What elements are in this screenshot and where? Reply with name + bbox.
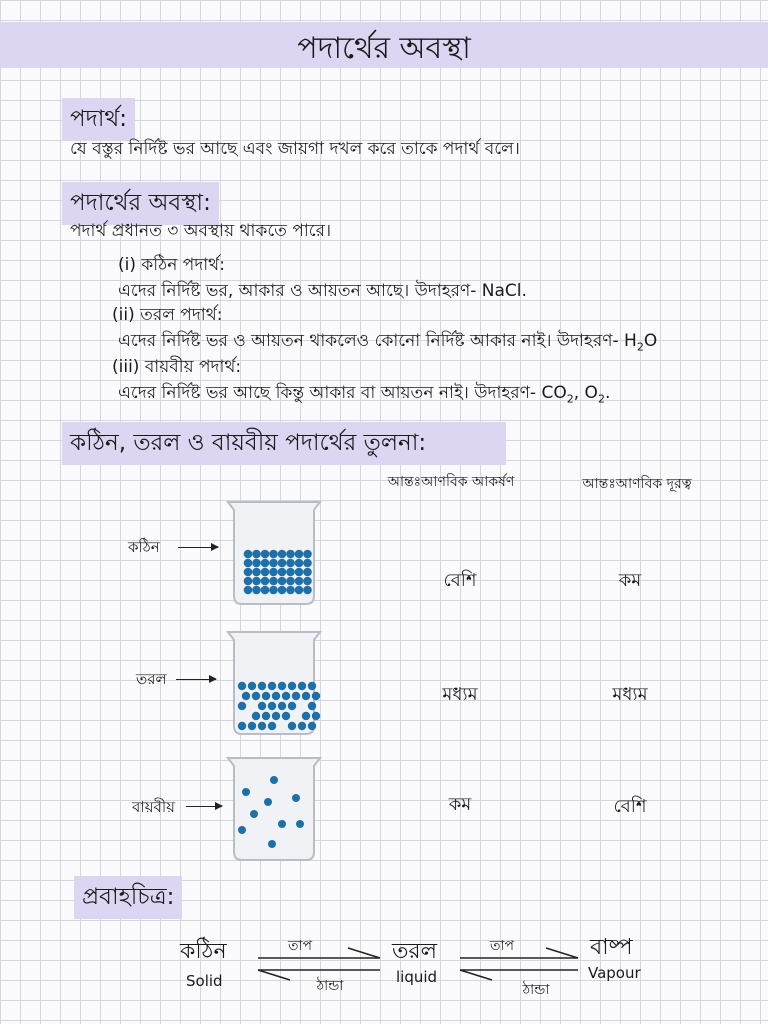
cell-gas-attraction: কম [448,794,472,815]
heading-flowchart: প্রবাহচিত্র: [74,876,182,919]
state-gas-text: এদের নির্দিষ্ট ভর আছে কিন্তু আকার বা আয়তন নাই। উদাহরণ- $CO_2$, $O_2$. [118,383,611,406]
heading-states: পদার্থের অবস্থা: [62,182,219,225]
row-label-gas: বায়বীয় [132,798,176,816]
arrow-solid-icon [178,547,218,548]
cell-solid-distance: কম [618,570,642,591]
state-liquid-text: এদের নির্দিষ্ট ভর ও আয়তন থাকলেও কোনো নির্দিষ্ট আকার নাই। উদাহরণ- $H_2O$ [118,331,658,354]
flow-vapour-bn: বাষ্প [590,935,633,960]
beaker-gas-icon [222,752,326,864]
cell-liquid-attraction: মধ্যম [442,684,478,705]
state-liquid-title: (ii) তরল পদার্থ: [112,305,223,325]
cell-solid-attraction: বেশি [443,570,477,591]
flow-liquid-bn: তরল [392,939,438,964]
col-attraction: আন্তঃআণবিক আকর্ষণ [387,474,515,490]
row-label-liquid: তরল [136,670,167,688]
flow-cold-2: ঠান্ডা [522,982,550,998]
flow-solid-en: Solid [186,972,223,990]
flow-heat-1: তাপ [287,938,313,954]
arrow-gas-icon [186,806,222,807]
col-distance: আন্তঃআণবিক দূরত্ব [582,476,692,492]
matter-definition: যে বস্তুর নির্দিষ্ট ভর আছে এবং জায়গা দখল করে তাকে পদার্থ বলে। [70,139,520,159]
cell-gas-distance: বেশি [613,796,647,817]
cell-liquid-distance: মধ্যম [612,684,648,705]
state-solid-text: এদের নির্দিষ্ট ভর, আকার ও আয়তন আছে। উদাহরণ- NaCl. [118,281,527,301]
flow-liquid-en: liquid [396,968,438,986]
arrow-liquid-icon [176,679,216,680]
heading-comparison: কঠিন, তরল ও বায়বীয় পদার্থের তুলনা: [62,422,506,465]
beaker-solid-icon [222,496,326,608]
flow-heat-2: তাপ [489,938,515,954]
row-label-solid: কঠিন [128,538,160,556]
state-solid-title: (i) কঠিন পদার্থ: [118,255,225,275]
state-gas-title: (iii) বায়বীয় পদার্থ: [112,357,242,377]
beaker-liquid-icon [222,626,326,738]
page-title: পদার্থের অবস্থা [297,31,471,66]
flow-vapour-en: Vapour [588,964,641,982]
flow-cold-1: ঠান্ডা [316,978,344,994]
states-intro: পদার্থ প্রধানত ৩ অবস্থায় থাকতে পারে। [70,221,332,241]
flow-solid-bn: কঠিন [180,939,227,964]
heading-matter: পদার্থ: [62,98,135,141]
